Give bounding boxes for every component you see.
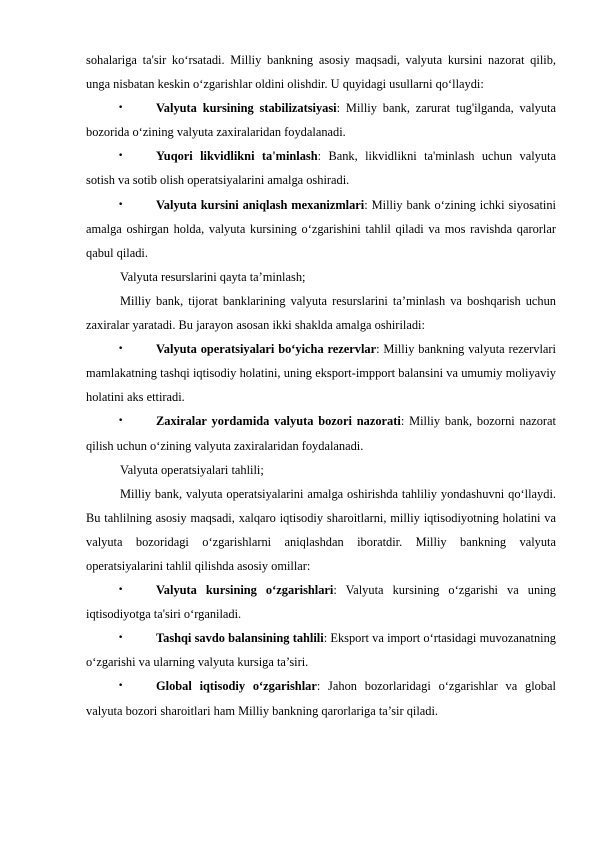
list-item-text: : Bank, likvidlikni ta'minlash uchun valyuta sotish va sotib olish operatsiyalarini amalga oshiradi. [86,149,556,188]
list-item [86,578,556,626]
list-item [86,674,556,722]
bullet-icon: • [118,585,124,596]
list-item-term: Valyuta kursini aniqlash mexanizmlari [156,197,365,212]
section-paragraph: Milliy bank, tijorat banklarining valyuta resurslarini ta’minlash va boshqarish uchun zaxiralar yaratadi. Bu jarayon asosan ikki shaklda amalga oshiriladi: [86,293,556,333]
list-item-text: : Milliy bank, bozorni nazorat qilish uchun oʻzining valyuta zaxiralaridan foydalanadi. [86,414,556,453]
bullet-icon: • [118,151,124,162]
list-item [86,626,556,674]
bullet-icon: • [118,199,124,210]
list-item [86,193,556,265]
list-item-term: Tashqi savdo balansining tahlili [156,631,324,646]
document-body [86,48,556,723]
bullet-icon: • [118,681,124,692]
list-item [86,96,556,144]
section-paragraph: Milliy bank, valyuta operatsiyalarini amalga oshirishda tahliliy yondashuvni qoʻllaydi. Bu tahlilning asosiy maqsadi, xalqaro iqtisodiy sharoitlarni, milliy iqtisodiyotning holatini va valyuta bozoridagi oʻzgarishlarni aniqlashdan iboratdir. Milliy bankning valyuta operatsiyalarini tahlil qilishda asosiy omillar: [86,486,556,573]
list-item-term: Valyuta kursining stabilizatsiyasi [156,101,337,116]
list-item-text: : Milliy bankning valyuta rezervlari mamlakatning tashqi iqtisodiy holatini, uning eksport-impport balansini va umumiy moliyaviy holatini aks ettiradi. [86,342,556,405]
section-heading: Valyuta operatsiyalari tahlili; [120,462,264,477]
list-item-text: : Milliy bank oʻzining ichki siyosatini amalga oshirgan holda, valyuta kursining oʻzgarishini tahlil qiladi va mos ravishda qarorlar qabul qiladi. [86,197,556,260]
list-item-text: : Valyuta kursining oʻzgarishi va uning iqtisodiyotga ta'siri oʻrganiladi. [86,583,557,622]
list-item-term: Valyuta kursining oʻzgarishlari [156,583,334,598]
list-item [86,337,556,409]
list-item-text: : Milliy bank, zarurat tug'ilganda, valyuta bozorida oʻzining valyuta zaxiralaridan foydalanadi. [86,101,557,140]
bullet-icon: • [118,344,124,355]
list-item-term: Global iqtisodiy oʻzgarishlar [156,679,317,694]
list-item-text: : Eksport va import oʻrtasidagi muvozanatning oʻzgarishi va ularning valyuta kursiga ta’siri. [86,631,556,670]
list-item [86,144,556,192]
bullet-icon: • [118,103,124,114]
list-item-term: Yuqori likvidlikni ta'minlash [156,149,318,164]
section-heading: Valyuta resurslarini qayta ta’minlash; [120,269,306,284]
list-item-term: Zaxiralar yordamida valyuta bozori nazorati [156,414,401,429]
bullet-icon: • [118,416,124,427]
list-item-term: Valyuta operatsiyalari boʻyicha rezervlar [156,342,377,357]
list-item-text: : Jahon bozorlaridagi oʻzgarishlar va global valyuta bozori sharoitlari ham Milliy bankning qarorlariga ta’sir qiladi. [86,679,556,718]
intro-paragraph: sohalariga ta'sir koʻrsatadi. Milliy bankning asosiy maqsadi, valyuta kursini nazorat qilib, unga nisbatan keskin oʻzgarishlar oldini olishdir. U quyidagi usullarni qoʻllaydi: [86,53,556,92]
list-item [86,409,556,457]
bullet-icon: • [118,633,124,644]
